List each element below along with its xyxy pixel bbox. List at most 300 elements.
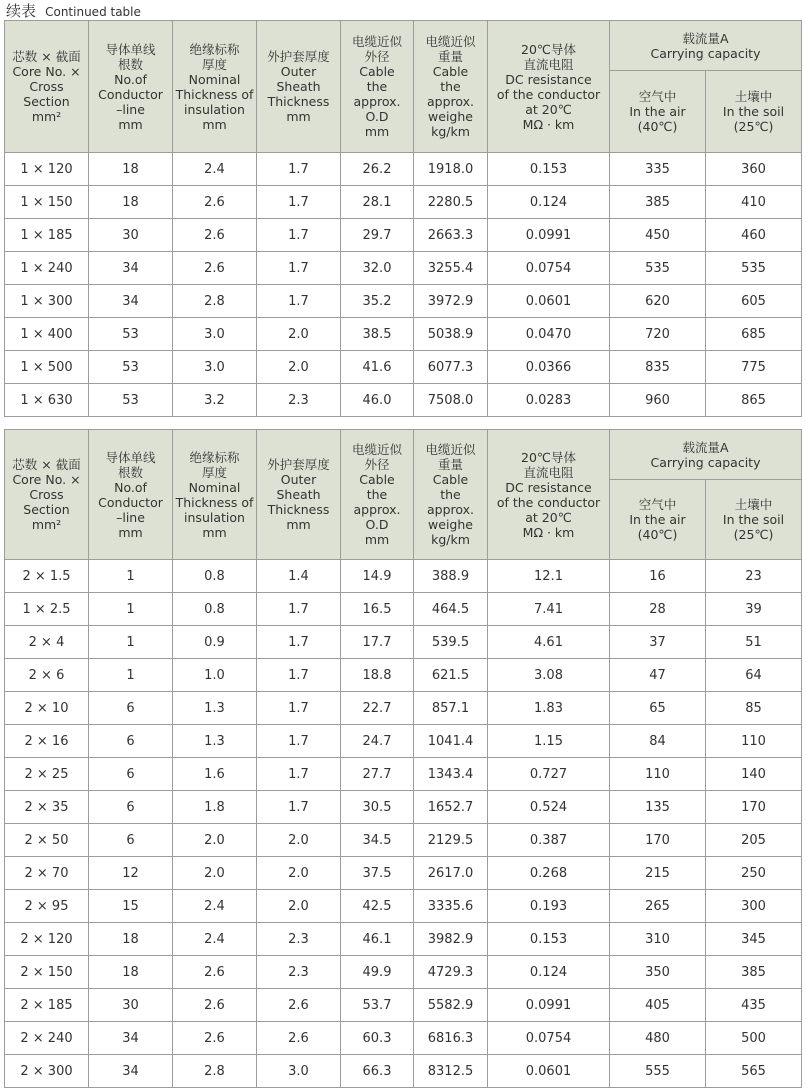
table-row bbox=[5, 857, 802, 890]
cell-weight: 1041.4 bbox=[414, 725, 488, 758]
cell-sheath-thickness: 2.0 bbox=[257, 351, 341, 384]
header-line: weighe bbox=[428, 517, 473, 532]
header-line: mm bbox=[118, 524, 143, 540]
cell-conductor-count: 34 bbox=[89, 252, 173, 285]
header-line: 电缆近似 bbox=[425, 442, 476, 457]
cell-dc-resistance: 1.83 bbox=[488, 692, 610, 725]
caption-en: Continued table bbox=[45, 5, 141, 19]
cell-insulation-thickness: 1.6 bbox=[173, 758, 257, 791]
cell-capacity-soil: 85 bbox=[706, 692, 802, 725]
cell-dc-resistance: 0.0754 bbox=[488, 252, 610, 285]
header-line: approx. bbox=[426, 502, 475, 517]
cell-sheath-thickness: 3.0 bbox=[257, 1055, 341, 1088]
cell-sheath-thickness: 2.3 bbox=[257, 923, 341, 956]
cell-core-section: 1 × 185 bbox=[5, 219, 89, 252]
cell-capacity-soil: 23 bbox=[706, 560, 802, 593]
cell-dc-resistance: 0.268 bbox=[488, 857, 610, 890]
header-line: of the conductor bbox=[496, 494, 601, 510]
cell-capacity-soil: 51 bbox=[706, 626, 802, 659]
header-line: mm² bbox=[31, 517, 62, 532]
cell-sheath-thickness: 1.7 bbox=[257, 186, 341, 219]
cell-sheath-thickness: 2.0 bbox=[257, 318, 341, 351]
cell-capacity-soil: 685 bbox=[706, 318, 802, 351]
table-header bbox=[5, 430, 802, 560]
cell-outer-diameter: 17.7 bbox=[341, 626, 414, 659]
header-line: mm bbox=[286, 517, 311, 532]
header-line: mm bbox=[286, 109, 311, 124]
cell-core-section: 2 × 35 bbox=[5, 791, 89, 824]
cell-conductor-count: 6 bbox=[89, 758, 173, 791]
cell-weight: 5582.9 bbox=[414, 989, 488, 1022]
cell-sheath-thickness: 1.7 bbox=[257, 791, 341, 824]
header-line: Thickness bbox=[267, 502, 330, 517]
cell-capacity-air: 350 bbox=[610, 956, 706, 989]
cell-conductor-count: 1 bbox=[89, 560, 173, 593]
cell-outer-diameter: 35.2 bbox=[341, 285, 414, 318]
cell-dc-resistance: 0.124 bbox=[488, 956, 610, 989]
cell-sheath-thickness: 2.6 bbox=[257, 1022, 341, 1055]
header-line: approx. bbox=[426, 94, 475, 109]
cell-capacity-air: 215 bbox=[610, 857, 706, 890]
cell-weight: 1652.7 bbox=[414, 791, 488, 824]
cell-dc-resistance: 0.153 bbox=[488, 923, 610, 956]
cell-conductor-count: 6 bbox=[89, 725, 173, 758]
cell-insulation-thickness: 2.6 bbox=[173, 219, 257, 252]
header-line: 外护套厚度 bbox=[267, 49, 330, 64]
cell-dc-resistance: 3.08 bbox=[488, 659, 610, 692]
header-line: 20℃导体 bbox=[521, 449, 576, 465]
cell-core-section: 2 × 1.5 bbox=[5, 560, 89, 593]
header-line: weighe bbox=[428, 109, 473, 124]
cell-core-section: 1 × 630 bbox=[5, 384, 89, 417]
header-line: 厚度 bbox=[201, 56, 227, 72]
header-line: (25℃) bbox=[733, 527, 774, 542]
table-row bbox=[5, 1022, 802, 1055]
cell-insulation-thickness: 2.6 bbox=[173, 252, 257, 285]
cell-insulation-thickness: 2.0 bbox=[173, 857, 257, 890]
cell-sheath-thickness: 1.7 bbox=[257, 626, 341, 659]
cell-sheath-thickness: 1.7 bbox=[257, 692, 341, 725]
header-line: In the air bbox=[629, 104, 686, 119]
cell-outer-diameter: 22.7 bbox=[341, 692, 414, 725]
cell-weight: 3982.9 bbox=[414, 923, 488, 956]
cell-capacity-air: 405 bbox=[610, 989, 706, 1022]
cell-insulation-thickness: 2.4 bbox=[173, 153, 257, 186]
cell-sheath-thickness: 2.0 bbox=[257, 857, 341, 890]
cell-conductor-count: 18 bbox=[89, 956, 173, 989]
cell-capacity-soil: 360 bbox=[706, 153, 802, 186]
cell-capacity-air: 480 bbox=[610, 1022, 706, 1055]
cell-dc-resistance: 0.524 bbox=[488, 791, 610, 824]
cell-outer-diameter: 38.5 bbox=[341, 318, 414, 351]
cell-capacity-air: 450 bbox=[610, 219, 706, 252]
header-line: at 20℃ bbox=[525, 101, 572, 117]
cell-outer-diameter: 46.1 bbox=[341, 923, 414, 956]
cell-dc-resistance: 0.193 bbox=[488, 890, 610, 923]
header-capacity bbox=[610, 430, 802, 480]
cell-sheath-thickness: 1.7 bbox=[257, 285, 341, 318]
cell-dc-resistance: 1.15 bbox=[488, 725, 610, 758]
cell-core-section: 2 × 150 bbox=[5, 956, 89, 989]
header-line: O.D bbox=[365, 109, 389, 124]
table-caption bbox=[6, 0, 141, 20]
cell-weight: 2129.5 bbox=[414, 824, 488, 857]
header-line: 绝缘标称 bbox=[189, 449, 240, 465]
header-line: 厚度 bbox=[201, 464, 227, 480]
cell-insulation-thickness: 3.2 bbox=[173, 384, 257, 417]
header-line: 土壤中 bbox=[734, 497, 773, 512]
cell-core-section: 1 × 300 bbox=[5, 285, 89, 318]
header-line: No.of bbox=[114, 71, 147, 87]
cell-core-section: 1 × 150 bbox=[5, 186, 89, 219]
cell-capacity-air: 960 bbox=[610, 384, 706, 417]
header-air bbox=[610, 480, 706, 560]
header-line: 土壤中 bbox=[734, 89, 773, 104]
cell-outer-diameter: 41.6 bbox=[341, 351, 414, 384]
cell-dc-resistance: 0.153 bbox=[488, 153, 610, 186]
header-line: the bbox=[440, 487, 461, 502]
cell-outer-diameter: 26.2 bbox=[341, 153, 414, 186]
header-sheath bbox=[257, 21, 341, 153]
cell-outer-diameter: 60.3 bbox=[341, 1022, 414, 1055]
cell-capacity-soil: 170 bbox=[706, 791, 802, 824]
cell-sheath-thickness: 1.7 bbox=[257, 659, 341, 692]
cell-insulation-thickness: 1.0 bbox=[173, 659, 257, 692]
cell-core-section: 2 × 16 bbox=[5, 725, 89, 758]
header-line: Cable bbox=[359, 64, 395, 79]
table-row bbox=[5, 186, 802, 219]
table-body bbox=[5, 560, 802, 1088]
cell-capacity-soil: 250 bbox=[706, 857, 802, 890]
header-line: 芯数 × 截面 bbox=[12, 457, 81, 472]
table-row bbox=[5, 725, 802, 758]
header-line: –line bbox=[116, 509, 145, 525]
header-line: Cable bbox=[432, 472, 469, 487]
header-line: Section bbox=[23, 502, 70, 517]
cell-insulation-thickness: 2.6 bbox=[173, 186, 257, 219]
cell-core-section: 2 × 300 bbox=[5, 1055, 89, 1088]
cell-outer-diameter: 16.5 bbox=[341, 593, 414, 626]
cell-weight: 6077.3 bbox=[414, 351, 488, 384]
cell-capacity-air: 835 bbox=[610, 351, 706, 384]
cell-core-section: 2 × 95 bbox=[5, 890, 89, 923]
header-line: 外径 bbox=[364, 457, 390, 472]
header-line: approx. bbox=[353, 94, 401, 109]
header-line: Nominal bbox=[188, 479, 241, 495]
cell-insulation-thickness: 1.3 bbox=[173, 725, 257, 758]
header-line: Section bbox=[23, 94, 70, 109]
table-row bbox=[5, 626, 802, 659]
header-line: mm bbox=[118, 116, 143, 132]
header-line: 导体单线 bbox=[105, 449, 156, 465]
header-line: 外护套厚度 bbox=[267, 457, 330, 472]
cell-weight: 3255.4 bbox=[414, 252, 488, 285]
header-line: approx. bbox=[353, 502, 401, 517]
cell-weight: 388.9 bbox=[414, 560, 488, 593]
cell-capacity-soil: 345 bbox=[706, 923, 802, 956]
cell-capacity-soil: 435 bbox=[706, 989, 802, 1022]
cell-conductor-count: 12 bbox=[89, 857, 173, 890]
cell-capacity-air: 110 bbox=[610, 758, 706, 791]
header-line: 20℃导体 bbox=[521, 41, 576, 57]
header-line: the bbox=[366, 79, 388, 94]
cell-outer-diameter: 53.7 bbox=[341, 989, 414, 1022]
cell-sheath-thickness: 2.3 bbox=[257, 956, 341, 989]
cell-insulation-thickness: 0.8 bbox=[173, 593, 257, 626]
cell-outer-diameter: 14.9 bbox=[341, 560, 414, 593]
cell-capacity-soil: 385 bbox=[706, 956, 802, 989]
cell-capacity-air: 170 bbox=[610, 824, 706, 857]
header-line: O.D bbox=[365, 517, 389, 532]
cell-outer-diameter: 24.7 bbox=[341, 725, 414, 758]
cell-capacity-soil: 775 bbox=[706, 351, 802, 384]
cell-insulation-thickness: 2.4 bbox=[173, 890, 257, 923]
header-line: 空气中 bbox=[638, 497, 677, 512]
header-line: 外径 bbox=[364, 49, 390, 64]
header-line: No.of bbox=[114, 479, 147, 495]
header-line: 导体单线 bbox=[105, 41, 156, 57]
cell-insulation-thickness: 1.3 bbox=[173, 692, 257, 725]
header-line: at 20℃ bbox=[525, 509, 572, 525]
cell-core-section: 1 × 2.5 bbox=[5, 593, 89, 626]
header-line: 芯数 × 截面 bbox=[12, 49, 81, 64]
header-line: kg/km bbox=[431, 532, 470, 547]
header-line: Conductor bbox=[98, 494, 163, 510]
header-core bbox=[5, 430, 89, 560]
cell-conductor-count: 18 bbox=[89, 923, 173, 956]
cell-capacity-air: 84 bbox=[610, 725, 706, 758]
cell-capacity-soil: 39 bbox=[706, 593, 802, 626]
cell-capacity-soil: 300 bbox=[706, 890, 802, 923]
header-line: Nominal bbox=[188, 71, 241, 87]
table-row bbox=[5, 219, 802, 252]
cell-conductor-count: 53 bbox=[89, 318, 173, 351]
cell-core-section: 1 × 500 bbox=[5, 351, 89, 384]
header-sheath bbox=[257, 430, 341, 560]
header-line: DC resistance bbox=[505, 71, 592, 87]
cell-capacity-soil: 500 bbox=[706, 1022, 802, 1055]
table-row bbox=[5, 285, 802, 318]
cell-conductor-count: 34 bbox=[89, 285, 173, 318]
cell-core-section: 2 × 120 bbox=[5, 923, 89, 956]
cell-core-section: 2 × 4 bbox=[5, 626, 89, 659]
cell-outer-diameter: 30.5 bbox=[341, 791, 414, 824]
cell-capacity-soil: 535 bbox=[706, 252, 802, 285]
cell-sheath-thickness: 2.6 bbox=[257, 989, 341, 1022]
header-line: 重量 bbox=[437, 49, 463, 64]
header-line: DC resistance bbox=[505, 479, 592, 495]
cell-capacity-air: 310 bbox=[610, 923, 706, 956]
cell-capacity-air: 535 bbox=[610, 252, 706, 285]
table-row bbox=[5, 659, 802, 692]
cell-insulation-thickness: 2.8 bbox=[173, 285, 257, 318]
cell-capacity-air: 37 bbox=[610, 626, 706, 659]
header-resistance bbox=[488, 430, 610, 560]
cell-sheath-thickness: 1.4 bbox=[257, 560, 341, 593]
header-line: Sheath bbox=[276, 79, 321, 94]
cell-core-section: 2 × 70 bbox=[5, 857, 89, 890]
cell-weight: 7508.0 bbox=[414, 384, 488, 417]
cell-insulation-thickness: 3.0 bbox=[173, 351, 257, 384]
header-line: –line bbox=[116, 101, 145, 117]
header-line: MΩ · km bbox=[522, 116, 575, 132]
table-row bbox=[5, 560, 802, 593]
cell-outer-diameter: 18.8 bbox=[341, 659, 414, 692]
cell-sheath-thickness: 1.7 bbox=[257, 252, 341, 285]
header-line: Cable bbox=[359, 472, 395, 487]
cell-weight: 539.5 bbox=[414, 626, 488, 659]
cell-dc-resistance: 0.0366 bbox=[488, 351, 610, 384]
cell-insulation-thickness: 1.8 bbox=[173, 791, 257, 824]
cell-capacity-soil: 460 bbox=[706, 219, 802, 252]
cell-core-section: 1 × 240 bbox=[5, 252, 89, 285]
table-row bbox=[5, 989, 802, 1022]
cell-weight: 857.1 bbox=[414, 692, 488, 725]
header-line: Core No. × bbox=[12, 64, 81, 79]
header-line: 重量 bbox=[437, 457, 463, 472]
header-line: insulation bbox=[184, 101, 245, 117]
table-row bbox=[5, 791, 802, 824]
cell-weight: 5038.9 bbox=[414, 318, 488, 351]
table-row bbox=[5, 384, 802, 417]
cell-sheath-thickness: 2.3 bbox=[257, 384, 341, 417]
table-row bbox=[5, 153, 802, 186]
header-line: 电缆近似 bbox=[351, 34, 402, 49]
header-line: mm bbox=[364, 532, 390, 547]
header-line: mm bbox=[364, 124, 390, 139]
cell-weight: 6816.3 bbox=[414, 1022, 488, 1055]
cell-conductor-count: 1 bbox=[89, 659, 173, 692]
cell-outer-diameter: 28.1 bbox=[341, 186, 414, 219]
header-line: the bbox=[366, 487, 388, 502]
cell-core-section: 1 × 120 bbox=[5, 153, 89, 186]
header-weight bbox=[414, 21, 488, 153]
cell-capacity-air: 28 bbox=[610, 593, 706, 626]
cell-weight: 2663.3 bbox=[414, 219, 488, 252]
cell-conductor-count: 15 bbox=[89, 890, 173, 923]
cell-capacity-air: 385 bbox=[610, 186, 706, 219]
cell-outer-diameter: 29.7 bbox=[341, 219, 414, 252]
cell-dc-resistance: 0.0470 bbox=[488, 318, 610, 351]
cell-sheath-thickness: 1.7 bbox=[257, 758, 341, 791]
header-line: 绝缘标称 bbox=[189, 41, 240, 57]
cell-weight: 2617.0 bbox=[414, 857, 488, 890]
cell-conductor-count: 6 bbox=[89, 824, 173, 857]
header-line: In the air bbox=[629, 512, 686, 527]
cell-capacity-soil: 410 bbox=[706, 186, 802, 219]
cell-sheath-thickness: 2.0 bbox=[257, 824, 341, 857]
cell-core-section: 2 × 6 bbox=[5, 659, 89, 692]
header-line: Outer bbox=[280, 64, 317, 79]
table-row bbox=[5, 1055, 802, 1088]
caption-cn: 续表 bbox=[6, 2, 37, 20]
table-row bbox=[5, 692, 802, 725]
header-line: Thickness bbox=[267, 94, 330, 109]
cell-conductor-count: 1 bbox=[89, 593, 173, 626]
cell-capacity-soil: 865 bbox=[706, 384, 802, 417]
cell-outer-diameter: 42.5 bbox=[341, 890, 414, 923]
cell-capacity-air: 16 bbox=[610, 560, 706, 593]
cell-core-section: 2 × 185 bbox=[5, 989, 89, 1022]
cell-dc-resistance: 0.0283 bbox=[488, 384, 610, 417]
cell-dc-resistance: 7.41 bbox=[488, 593, 610, 626]
header-line: Carrying capacity bbox=[650, 454, 761, 470]
cell-core-section: 2 × 25 bbox=[5, 758, 89, 791]
cell-outer-diameter: 27.7 bbox=[341, 758, 414, 791]
header-insulation bbox=[173, 430, 257, 560]
table-row bbox=[5, 252, 802, 285]
table-row bbox=[5, 923, 802, 956]
cell-dc-resistance: 0.387 bbox=[488, 824, 610, 857]
header-line: 空气中 bbox=[638, 89, 677, 104]
table-body bbox=[5, 153, 802, 417]
cell-sheath-thickness: 2.0 bbox=[257, 890, 341, 923]
cell-capacity-soil: 205 bbox=[706, 824, 802, 857]
header-line: MΩ · km bbox=[522, 524, 575, 540]
header-line: Cross bbox=[29, 487, 64, 502]
header-line: of the conductor bbox=[496, 86, 601, 102]
header-line: 电缆近似 bbox=[351, 442, 402, 457]
header-weight bbox=[414, 430, 488, 560]
cell-dc-resistance: 0.0601 bbox=[488, 285, 610, 318]
cell-outer-diameter: 49.9 bbox=[341, 956, 414, 989]
cell-conductor-count: 34 bbox=[89, 1022, 173, 1055]
cell-weight: 8312.5 bbox=[414, 1055, 488, 1088]
header-line: Thickness of bbox=[175, 494, 254, 510]
cell-insulation-thickness: 2.0 bbox=[173, 824, 257, 857]
cell-sheath-thickness: 1.7 bbox=[257, 725, 341, 758]
cell-core-section: 2 × 240 bbox=[5, 1022, 89, 1055]
header-line: Conductor bbox=[98, 86, 163, 102]
cell-weight: 2280.5 bbox=[414, 186, 488, 219]
header-line: 根数 bbox=[117, 56, 143, 72]
cell-outer-diameter: 66.3 bbox=[341, 1055, 414, 1088]
header-conductor bbox=[89, 21, 173, 153]
header-line: 载流量A bbox=[682, 439, 729, 455]
header-line: (40℃) bbox=[637, 119, 678, 134]
cell-weight: 3972.9 bbox=[414, 285, 488, 318]
cell-insulation-thickness: 2.6 bbox=[173, 1022, 257, 1055]
cell-weight: 4729.3 bbox=[414, 956, 488, 989]
cell-insulation-thickness: 3.0 bbox=[173, 318, 257, 351]
header-soil bbox=[706, 480, 802, 560]
cell-weight: 3335.6 bbox=[414, 890, 488, 923]
header-line: In the soil bbox=[722, 512, 785, 527]
header-soil bbox=[706, 71, 802, 153]
cell-sheath-thickness: 1.7 bbox=[257, 219, 341, 252]
header-line: Sheath bbox=[276, 487, 321, 502]
cell-capacity-soil: 605 bbox=[706, 285, 802, 318]
cell-dc-resistance: 0.124 bbox=[488, 186, 610, 219]
cell-conductor-count: 30 bbox=[89, 989, 173, 1022]
cell-conductor-count: 18 bbox=[89, 153, 173, 186]
cell-conductor-count: 1 bbox=[89, 626, 173, 659]
cell-capacity-air: 65 bbox=[610, 692, 706, 725]
cell-capacity-soil: 64 bbox=[706, 659, 802, 692]
header-line: Thickness of bbox=[175, 86, 254, 102]
header-line: mm bbox=[202, 524, 227, 540]
cell-core-section: 2 × 50 bbox=[5, 824, 89, 857]
table-row bbox=[5, 318, 802, 351]
header-line: Cross bbox=[29, 79, 64, 94]
cell-conductor-count: 34 bbox=[89, 1055, 173, 1088]
header-line: Core No. × bbox=[12, 472, 81, 487]
header-resistance bbox=[488, 21, 610, 153]
cell-insulation-thickness: 2.6 bbox=[173, 956, 257, 989]
header-line: Carrying capacity bbox=[650, 45, 761, 61]
cell-capacity-air: 555 bbox=[610, 1055, 706, 1088]
cell-sheath-thickness: 1.7 bbox=[257, 593, 341, 626]
